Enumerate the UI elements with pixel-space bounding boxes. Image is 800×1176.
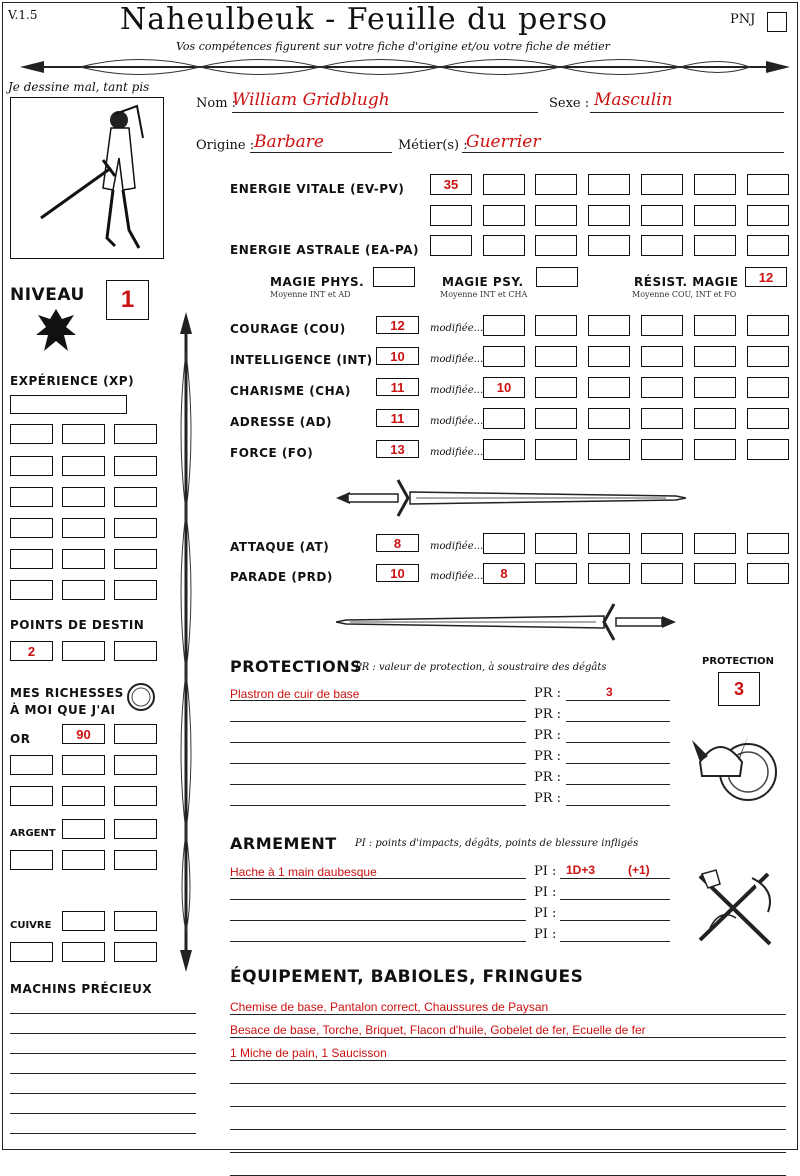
pr-line bbox=[566, 742, 670, 743]
weapon-line bbox=[230, 920, 526, 921]
stat-mod-box[interactable] bbox=[588, 346, 630, 367]
or-box[interactable] bbox=[62, 786, 105, 806]
magie-phys-label: MAGIE PHYS. bbox=[270, 275, 365, 289]
stat-value-box[interactable]: 10 bbox=[376, 347, 419, 365]
stat-modifie-label: modifiée... bbox=[430, 323, 484, 334]
stat-mod-box[interactable] bbox=[641, 408, 683, 429]
weapon-line bbox=[230, 941, 526, 942]
pr-label: PR : bbox=[534, 749, 562, 764]
weapon-line bbox=[230, 899, 526, 900]
dragon-icon bbox=[34, 305, 78, 357]
stat-mod-box[interactable] bbox=[641, 315, 683, 336]
stat-label: PARADE (PRD) bbox=[230, 570, 333, 584]
pi-line bbox=[560, 878, 670, 879]
ev-label: ENERGIE VITALE (EV-PV) bbox=[230, 182, 405, 196]
or-box[interactable] bbox=[10, 786, 53, 806]
pr-line bbox=[566, 700, 670, 701]
stat-label: INTELLIGENCE (INT) bbox=[230, 353, 373, 367]
crossed-weapons-icon bbox=[690, 868, 782, 950]
stat-mod-box[interactable] bbox=[747, 315, 789, 336]
pr-line bbox=[566, 805, 670, 806]
stat-modifie-label: modifiée... bbox=[430, 571, 484, 582]
stat-value-box[interactable]: 12 bbox=[376, 316, 419, 334]
experience-label: EXPÉRIENCE (XP) bbox=[10, 374, 135, 388]
portrait-caption: Je dessine mal, tant pis bbox=[8, 80, 150, 94]
warrior-portrait-icon bbox=[11, 98, 163, 258]
pi-value[interactable]: 1D+3 bbox=[566, 863, 596, 877]
stat-mod-box[interactable] bbox=[535, 533, 577, 554]
magie-psy-box[interactable] bbox=[536, 267, 578, 287]
stat-modifie-label: modifiée... bbox=[430, 541, 484, 552]
or-box[interactable] bbox=[114, 786, 157, 806]
protection-line bbox=[230, 763, 526, 764]
ev-box[interactable] bbox=[430, 205, 472, 226]
cuivre-label: CUIVRE bbox=[10, 920, 52, 931]
stat-label: COURAGE (COU) bbox=[230, 322, 346, 336]
resist-magie-note: Moyenne COU, INT et FO bbox=[632, 290, 737, 299]
stat-mod-box[interactable] bbox=[483, 533, 525, 554]
metier-label: Métier(s) : bbox=[398, 138, 468, 153]
or-box-1[interactable]: 90 bbox=[62, 724, 105, 744]
stat-mod-box[interactable] bbox=[588, 315, 630, 336]
pr-label: PR : bbox=[534, 770, 562, 785]
argent-box[interactable] bbox=[62, 819, 105, 839]
xp-box[interactable] bbox=[114, 424, 157, 444]
niveau-label: NIVEAU bbox=[10, 285, 85, 305]
helmet-shield-icon bbox=[690, 722, 780, 812]
stat-mod-box[interactable] bbox=[694, 408, 736, 429]
xp-box[interactable] bbox=[62, 456, 105, 476]
sexe-underline bbox=[590, 112, 784, 113]
nom-value[interactable]: William Gridblugh bbox=[232, 90, 390, 110]
stat-value-box[interactable]: 11 bbox=[376, 378, 419, 396]
xp-box[interactable] bbox=[62, 580, 105, 600]
equipement-line bbox=[230, 1129, 786, 1130]
ea-box[interactable] bbox=[641, 235, 683, 256]
weapon-line bbox=[230, 878, 526, 879]
protection-line bbox=[230, 742, 526, 743]
machins-line bbox=[10, 1053, 196, 1054]
stat-mod-box[interactable] bbox=[641, 377, 683, 398]
pnj-checkbox[interactable] bbox=[767, 12, 787, 32]
pr-label: PR : bbox=[534, 686, 562, 701]
stat-modifie-label: modifiée... bbox=[430, 385, 484, 396]
machins-line bbox=[10, 1093, 196, 1094]
machins-line bbox=[10, 1073, 196, 1074]
equipement-line bbox=[230, 1037, 786, 1038]
stat-mod-box[interactable] bbox=[535, 315, 577, 336]
xp-box[interactable] bbox=[62, 549, 105, 569]
magie-psy-note: Moyenne INT et CHA bbox=[440, 290, 528, 299]
ev-box[interactable] bbox=[747, 174, 789, 195]
niveau-box[interactable]: 1 bbox=[106, 280, 149, 320]
stat-value-box[interactable]: 11 bbox=[376, 409, 419, 427]
stat-mod-box[interactable] bbox=[694, 563, 736, 584]
stat-mod-box[interactable] bbox=[483, 408, 525, 429]
machins-line bbox=[10, 1013, 196, 1014]
stat-mod-box[interactable] bbox=[535, 377, 577, 398]
stat-mod-box[interactable] bbox=[535, 408, 577, 429]
cuivre-box[interactable] bbox=[10, 942, 53, 962]
cuivre-box[interactable] bbox=[62, 942, 105, 962]
xp-box[interactable] bbox=[10, 487, 53, 507]
spear-ornament-icon bbox=[20, 50, 790, 84]
protection-name[interactable]: Plastron de cuir de base bbox=[230, 687, 360, 701]
sword-ornament-icon bbox=[336, 478, 686, 518]
equipement-line bbox=[230, 1060, 786, 1061]
stat-mod-box[interactable] bbox=[747, 408, 789, 429]
machins-line bbox=[10, 1133, 196, 1134]
richesses-label-1: MES RICHESSES bbox=[10, 686, 124, 700]
xp-box[interactable] bbox=[62, 424, 105, 444]
xp-box[interactable] bbox=[114, 580, 157, 600]
xp-box[interactable] bbox=[10, 580, 53, 600]
or-box[interactable] bbox=[114, 724, 157, 744]
origine-value[interactable]: Barbare bbox=[254, 132, 324, 152]
vertical-spear-icon bbox=[174, 312, 198, 972]
richesses-label-2: À MOI QUE J'AI bbox=[10, 703, 116, 717]
argent-box[interactable] bbox=[10, 850, 53, 870]
xp-box[interactable] bbox=[62, 518, 105, 538]
argent-box[interactable] bbox=[114, 819, 157, 839]
pi-line bbox=[560, 899, 670, 900]
stat-mod-box[interactable] bbox=[747, 439, 789, 460]
pi-label: PI : bbox=[534, 885, 557, 900]
or-label: OR bbox=[10, 732, 31, 746]
or-box[interactable] bbox=[114, 755, 157, 775]
or-box[interactable] bbox=[10, 755, 53, 775]
ea-label: ENERGIE ASTRALE (EA-PA) bbox=[230, 243, 419, 257]
stat-mod-box[interactable] bbox=[535, 346, 577, 367]
pr-label: PR : bbox=[534, 707, 562, 722]
equipement-line-text[interactable]: Besace de base, Torche, Briquet, Flacon d'huile, Gobelet de fer, Ecuelle de fer bbox=[230, 1023, 646, 1037]
protection-line bbox=[230, 805, 526, 806]
stat-modifie-label: modifiée... bbox=[430, 416, 484, 427]
stat-mod-box[interactable] bbox=[694, 377, 736, 398]
stat-label: ADRESSE (AD) bbox=[230, 415, 333, 429]
nom-underline bbox=[232, 112, 538, 113]
equipement-title: ÉQUIPEMENT, BABIOLES, FRINGUES bbox=[230, 967, 584, 987]
equipement-line bbox=[230, 1083, 786, 1084]
sword-ornament-icon bbox=[336, 602, 676, 642]
stat-mod-box[interactable] bbox=[694, 346, 736, 367]
stat-mod-box[interactable]: 8 bbox=[483, 563, 525, 584]
stat-mod-box[interactable] bbox=[483, 315, 525, 336]
ev-box[interactable] bbox=[588, 205, 630, 226]
ea-box[interactable] bbox=[483, 235, 525, 256]
metier-value[interactable]: Guerrier bbox=[466, 132, 541, 152]
xp-total-box[interactable] bbox=[10, 395, 127, 414]
magie-phys-box[interactable] bbox=[373, 267, 415, 287]
protection-total-box[interactable]: 3 bbox=[718, 672, 760, 706]
ev-box[interactable] bbox=[483, 174, 525, 195]
protections-title: PROTECTIONS bbox=[230, 657, 363, 676]
stat-value-box[interactable]: 13 bbox=[376, 440, 419, 458]
armement-note: PI : points d'impacts, dégâts, points de blessure infligés bbox=[355, 838, 639, 849]
or-box[interactable] bbox=[62, 755, 105, 775]
stat-mod-box[interactable] bbox=[641, 439, 683, 460]
ev-box[interactable] bbox=[483, 205, 525, 226]
ea-box[interactable] bbox=[747, 235, 789, 256]
stat-mod-box[interactable]: 10 bbox=[483, 377, 525, 398]
ev-box[interactable] bbox=[694, 205, 736, 226]
stat-mod-box[interactable] bbox=[588, 439, 630, 460]
destin-box[interactable] bbox=[114, 641, 157, 661]
armement-title: ARMEMENT bbox=[230, 834, 337, 853]
pr-label: PR : bbox=[534, 728, 562, 743]
xp-box[interactable] bbox=[114, 456, 157, 476]
page-subtitle: Vos compétences figurent sur votre fiche d'origine et/ou votre fiche de métier bbox=[176, 40, 610, 53]
stat-mod-box[interactable] bbox=[747, 346, 789, 367]
ev-box[interactable] bbox=[641, 174, 683, 195]
page-title: Naheulbeuk - Feuille du perso bbox=[120, 2, 608, 37]
xp-box[interactable] bbox=[10, 549, 53, 569]
origine-label: Origine : bbox=[196, 138, 255, 153]
pi-label: PI : bbox=[534, 906, 557, 921]
equipement-line-text[interactable]: 1 Miche de pain, 1 Saucisson bbox=[230, 1046, 387, 1060]
stat-modifie-label: modifiée... bbox=[430, 447, 484, 458]
stat-mod-box[interactable] bbox=[641, 563, 683, 584]
magie-psy-label: MAGIE PSY. bbox=[442, 275, 524, 289]
stat-mod-box[interactable] bbox=[535, 563, 577, 584]
ea-box[interactable] bbox=[588, 235, 630, 256]
argent-box[interactable] bbox=[114, 850, 157, 870]
nom-label: Nom : bbox=[196, 96, 237, 111]
machins-line bbox=[10, 1113, 196, 1114]
stat-mod-box[interactable] bbox=[694, 439, 736, 460]
destin-label: POINTS DE DESTIN bbox=[10, 618, 145, 632]
pr-line bbox=[566, 721, 670, 722]
stat-mod-box[interactable] bbox=[588, 408, 630, 429]
weapon-name[interactable]: Hache à 1 main daubesque bbox=[230, 865, 377, 879]
stat-mod-box[interactable] bbox=[747, 533, 789, 554]
argent-label: ARGENT bbox=[10, 828, 56, 839]
stat-mod-box[interactable] bbox=[747, 563, 789, 584]
ea-box[interactable] bbox=[535, 235, 577, 256]
protection-line bbox=[230, 784, 526, 785]
portrait-frame bbox=[10, 97, 164, 259]
destin-box[interactable] bbox=[62, 641, 105, 661]
stat-mod-box[interactable] bbox=[588, 533, 630, 554]
stat-mod-box[interactable] bbox=[747, 377, 789, 398]
protection-line bbox=[230, 721, 526, 722]
stat-mod-box[interactable] bbox=[694, 533, 736, 554]
pi-line bbox=[560, 941, 670, 942]
argent-box[interactable] bbox=[62, 850, 105, 870]
sexe-label: Sexe : bbox=[549, 96, 590, 111]
stat-mod-box[interactable] bbox=[483, 346, 525, 367]
stat-value-box[interactable]: 8 bbox=[376, 534, 419, 552]
resist-magie-box[interactable]: 12 bbox=[745, 267, 787, 287]
machins-line bbox=[10, 1033, 196, 1034]
magie-phys-note: Moyenne INT et AD bbox=[270, 290, 351, 299]
xp-box[interactable] bbox=[114, 518, 157, 538]
ev-box[interactable] bbox=[535, 205, 577, 226]
xp-box[interactable] bbox=[114, 549, 157, 569]
pi-label: PI : bbox=[534, 927, 557, 942]
cuivre-box[interactable] bbox=[62, 911, 105, 931]
ev-box[interactable] bbox=[694, 174, 736, 195]
stat-modifie-label: modifiée... bbox=[430, 354, 484, 365]
stat-label: CHARISME (CHA) bbox=[230, 384, 351, 398]
equipement-line-text[interactable]: Chemise de base, Pantalon correct, Chaussures de Paysan bbox=[230, 1000, 549, 1014]
stat-value-box[interactable]: 10 bbox=[376, 564, 419, 582]
ea-box[interactable] bbox=[430, 235, 472, 256]
stat-mod-box[interactable] bbox=[535, 439, 577, 460]
metier-underline bbox=[462, 152, 784, 153]
cuivre-box[interactable] bbox=[114, 942, 157, 962]
protection-total-label: PROTECTION bbox=[702, 656, 774, 667]
protection-line bbox=[230, 700, 526, 701]
machins-label: MACHINS PRÉCIEUX bbox=[10, 982, 153, 996]
ea-box[interactable] bbox=[694, 235, 736, 256]
stat-mod-box[interactable] bbox=[588, 563, 630, 584]
resist-magie-label: RÉSIST. MAGIE bbox=[634, 275, 739, 289]
stat-label: FORCE (FO) bbox=[230, 446, 314, 460]
pi-label: PI : bbox=[534, 864, 557, 879]
stat-mod-box[interactable] bbox=[694, 315, 736, 336]
ev-box[interactable] bbox=[588, 174, 630, 195]
stat-mod-box[interactable] bbox=[641, 533, 683, 554]
pi-line bbox=[560, 920, 670, 921]
protections-note: PR : valeur de protection, à soustraire des dégâts bbox=[355, 662, 607, 673]
xp-box[interactable] bbox=[10, 518, 53, 538]
xp-box[interactable] bbox=[62, 487, 105, 507]
pr-line bbox=[566, 784, 670, 785]
ev-box[interactable] bbox=[535, 174, 577, 195]
xp-box[interactable] bbox=[10, 424, 53, 444]
pnj-label: PNJ bbox=[730, 12, 756, 27]
equipement-line bbox=[230, 1106, 786, 1107]
stat-mod-box[interactable] bbox=[483, 439, 525, 460]
ev-box-1[interactable]: 35 bbox=[430, 174, 472, 195]
ev-box[interactable] bbox=[747, 205, 789, 226]
pi-bonus[interactable]: (+1) bbox=[628, 863, 650, 877]
sexe-value[interactable]: Masculin bbox=[594, 90, 673, 110]
ev-box[interactable] bbox=[641, 205, 683, 226]
equipement-line bbox=[230, 1014, 786, 1015]
version-label: V.1.5 bbox=[8, 8, 38, 22]
xp-box[interactable] bbox=[10, 456, 53, 476]
stat-mod-box[interactable] bbox=[588, 377, 630, 398]
pr-label: PR : bbox=[534, 791, 562, 806]
origine-underline bbox=[250, 152, 392, 153]
stat-mod-box[interactable] bbox=[641, 346, 683, 367]
coin-icon bbox=[126, 682, 156, 712]
equipement-line bbox=[230, 1152, 786, 1153]
cuivre-box[interactable] bbox=[114, 911, 157, 931]
stat-label: ATTAQUE (AT) bbox=[230, 540, 330, 554]
pr-value[interactable]: 3 bbox=[606, 685, 613, 699]
xp-box[interactable] bbox=[114, 487, 157, 507]
pr-line bbox=[566, 763, 670, 764]
destin-box-1[interactable]: 2 bbox=[10, 641, 53, 661]
